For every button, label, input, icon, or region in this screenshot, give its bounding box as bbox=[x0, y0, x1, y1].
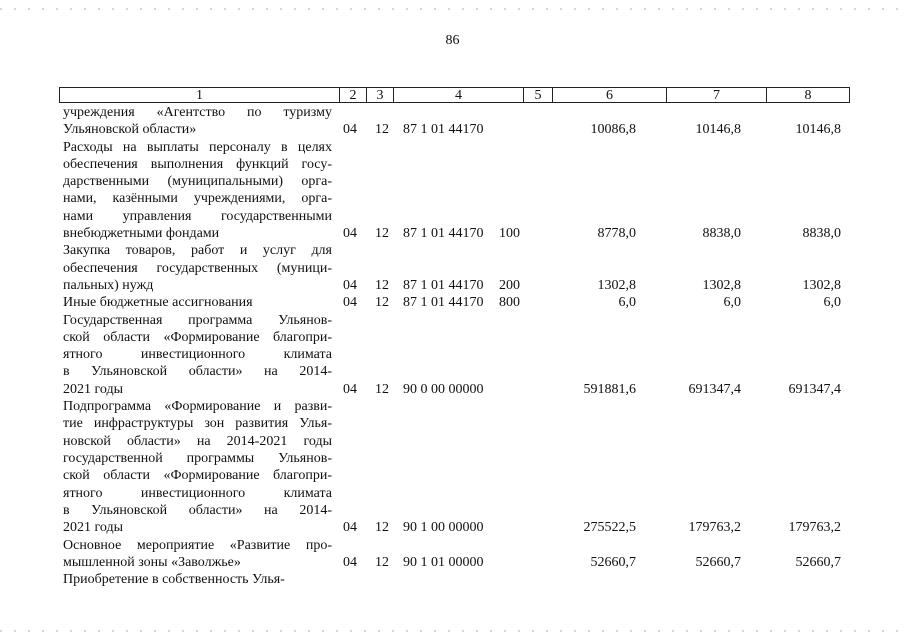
table-row-description bbox=[63, 242, 332, 294]
table-cell-c6: 275522,5 bbox=[583, 520, 636, 536]
table-cell-c6: 591881,6 bbox=[583, 381, 636, 397]
description-line: дарственными (муниципальными) орга- bbox=[63, 174, 332, 190]
table-cell-c3: 12 bbox=[375, 381, 389, 397]
description-line: пальных) нужд bbox=[63, 277, 154, 293]
table-cell-c3: 12 bbox=[375, 520, 389, 536]
table-cell-c5: 100 bbox=[499, 226, 520, 242]
description-line: Иные бюджетные ассигнования bbox=[63, 295, 253, 311]
description-line: ятного инвестиционного климата bbox=[63, 347, 332, 363]
table-cell-c2: 04 bbox=[343, 295, 357, 311]
table-cell-c7: 691347,4 bbox=[688, 381, 741, 397]
scan-noise-bottom bbox=[0, 630, 905, 632]
table-cell-c6: 52660,7 bbox=[590, 554, 636, 570]
description-line: государственной программы Ульянов- bbox=[63, 450, 332, 466]
table-cell-c6: 8778,0 bbox=[597, 226, 636, 242]
table-cell-c3: 12 bbox=[375, 278, 389, 293]
table-cell-c8: 52660,7 bbox=[795, 554, 841, 570]
header-col-4: 4 bbox=[394, 88, 524, 102]
table-cell-c8: 179763,2 bbox=[788, 520, 841, 536]
table-cell-c8: 691347,4 bbox=[788, 381, 841, 397]
table-cell-c2: 04 bbox=[343, 520, 357, 536]
table-row-description bbox=[63, 139, 332, 243]
header-col-1: 1 bbox=[60, 88, 340, 102]
table-row-description bbox=[63, 398, 332, 536]
table-cell-c3: 12 bbox=[375, 295, 389, 311]
description-line: тие инфраструктуры зон развития Улья- bbox=[63, 416, 332, 432]
table-cell-c2: 04 bbox=[343, 554, 357, 570]
table-cell-c4: 87 1 01 44170 bbox=[403, 226, 484, 242]
description-line: Государственная программа Ульянов- bbox=[63, 312, 332, 328]
header-col-8: 8 bbox=[804, 88, 812, 103]
table-cell-c3: 12 bbox=[375, 226, 389, 242]
table-cell-c2: 04 bbox=[343, 381, 357, 397]
table-row-description bbox=[63, 537, 332, 572]
table-cell-c7: 179763,2 bbox=[688, 520, 741, 536]
table-cell-c6: 1302,8 bbox=[597, 278, 636, 293]
description-line: 2021 годы bbox=[63, 520, 124, 536]
table-cell-c8: 6,0 bbox=[823, 295, 841, 311]
table-cell-c7: 6,0 bbox=[723, 295, 741, 311]
description-line: ской области «Формирование благопри- bbox=[63, 329, 332, 345]
table-row-description bbox=[63, 571, 332, 588]
table-cell-c4: 90 0 00 00000 bbox=[403, 381, 484, 397]
table-row-description bbox=[63, 294, 332, 311]
description-line: Приобретение в собственность Улья- bbox=[63, 572, 285, 588]
table-row-description bbox=[63, 104, 332, 139]
table-cell-c7: 8838,0 bbox=[702, 226, 741, 242]
description-line: Закупка товаров, работ и услуг для bbox=[63, 243, 332, 259]
table-cell-c7: 10146,8 bbox=[695, 122, 741, 138]
table-header bbox=[59, 87, 850, 103]
table-cell-c7: 52660,7 bbox=[695, 554, 741, 570]
table-cell-c8: 1302,8 bbox=[802, 278, 841, 293]
description-line: внебюджетными фондами bbox=[63, 226, 220, 242]
table-cell-c2: 04 bbox=[343, 226, 357, 242]
table-cell-c8: 8838,0 bbox=[802, 226, 841, 242]
table-cell-c5: 200 bbox=[499, 278, 520, 293]
table-cell-c3: 12 bbox=[375, 554, 389, 570]
description-line: ской области «Формирование благопри- bbox=[63, 468, 332, 484]
table-cell-c4: 87 1 01 44170 bbox=[403, 295, 484, 311]
table-cell-c3: 12 bbox=[375, 122, 389, 138]
table-cell-c6: 10086,8 bbox=[590, 122, 636, 138]
header-col-7: 7 bbox=[667, 88, 767, 102]
description-line: нами управления государственными bbox=[63, 208, 332, 224]
table-cell-c2: 04 bbox=[343, 122, 357, 138]
description-line: в Ульяновской области» на 2014- bbox=[63, 502, 332, 518]
table-cell-c4: 87 1 01 44170 bbox=[403, 278, 484, 293]
table-cell-c8: 10146,8 bbox=[795, 122, 841, 138]
table-cell-c4: 90 1 00 00000 bbox=[403, 520, 484, 536]
description-line: в Ульяновской области» на 2014- bbox=[63, 364, 332, 380]
description-line: мышленной зоны «Заволжье» bbox=[63, 554, 241, 570]
description-line: Подпрограмма «Формирование и разви- bbox=[63, 399, 332, 415]
table-cell-c2: 04 bbox=[343, 278, 357, 293]
page-number: 86 bbox=[445, 33, 460, 48]
description-line: 2021 годы bbox=[63, 381, 124, 397]
description-line: Расходы на выплаты персоналу в целях bbox=[63, 139, 332, 155]
header-col-5: 5 bbox=[524, 88, 553, 102]
description-line: обеспечения государственных (муници- bbox=[63, 260, 332, 276]
description-line: обеспечения выполнения функций госу- bbox=[63, 156, 332, 172]
header-col-2: 2 bbox=[340, 88, 367, 102]
header-col-6: 6 bbox=[553, 88, 667, 102]
description-line: нами, казёнными учреждениями, орга- bbox=[63, 191, 332, 207]
table-cell-c5: 800 bbox=[499, 295, 520, 311]
description-line: учреждения «Агентство по туризму bbox=[63, 105, 332, 120]
table-cell-c4: 90 1 01 00000 bbox=[403, 554, 484, 570]
description-line: ятного инвестиционного климата bbox=[63, 485, 332, 501]
description-line: Ульяновской области» bbox=[63, 122, 197, 138]
table-cell-c7: 1302,8 bbox=[702, 278, 741, 293]
description-line: Основное мероприятие «Развитие про- bbox=[63, 537, 332, 553]
table-row-description bbox=[63, 312, 332, 398]
header-col-3: 3 bbox=[367, 88, 394, 102]
scan-noise-top bbox=[0, 8, 905, 10]
table-cell-c4: 87 1 01 44170 bbox=[403, 122, 484, 138]
table-cell-c6: 6,0 bbox=[618, 295, 636, 311]
description-line: новской области» на 2014-2021 годы bbox=[63, 433, 332, 449]
